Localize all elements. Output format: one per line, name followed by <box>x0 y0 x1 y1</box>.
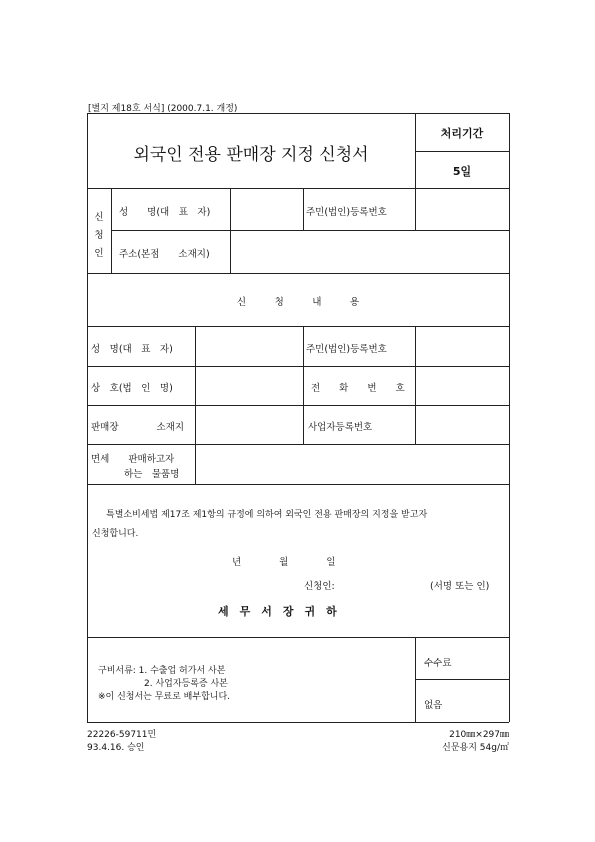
divider <box>87 637 509 638</box>
required-docs-line2: 2. 사업자등록증 사본 <box>144 679 228 689</box>
form-border-top <box>87 113 509 114</box>
divider <box>415 151 509 152</box>
trade-name-field[interactable] <box>196 367 303 405</box>
business-reg-label: 사업자등록번호 <box>308 422 373 433</box>
form-border-left <box>87 113 88 722</box>
divider <box>303 188 304 230</box>
free-distribution-note: ※이 신청서는 무료로 배부합니다. <box>98 692 231 702</box>
application-statement-end: 신청합니다. <box>92 529 139 539</box>
applicant-address-field[interactable] <box>231 231 509 273</box>
section-header-content: 신 청 내 용 <box>236 297 360 308</box>
addressee: 세 무 서 장 귀 하 <box>218 605 337 618</box>
applicant-name-field[interactable] <box>231 189 303 230</box>
fee-value: 없음 <box>424 700 443 711</box>
applicant-section-char: 청 <box>94 230 104 241</box>
phone-label: 전 화 번 호 <box>311 383 405 394</box>
processing-period-value: 5일 <box>452 165 472 178</box>
applicant-name-label: 성 명(대 표 자) <box>119 207 211 218</box>
reg-number-field[interactable] <box>416 327 509 366</box>
applicant-reg-label: 주민(법인)등록번호 <box>306 207 387 218</box>
phone-field[interactable] <box>416 367 509 405</box>
name-field[interactable] <box>196 327 303 366</box>
page-title: 외국인 전용 판매장 지정 신청서 <box>133 145 369 165</box>
applicant-address-label: 주소(본점 소재지) <box>119 249 210 260</box>
footer-paper-type: 신문용지 54g/㎡ <box>442 743 509 753</box>
footer-code: 22226-59711민 <box>87 730 157 740</box>
signature-note: (서명 또는 인) <box>430 581 490 592</box>
applicant-section-char: 신 <box>94 212 104 223</box>
name-label: 성 명(대 표 자) <box>91 344 173 355</box>
goods-field[interactable] <box>196 445 509 484</box>
divider <box>87 273 509 274</box>
business-reg-field[interactable] <box>416 406 509 444</box>
applicant-sign-label: 신청인: <box>304 581 335 592</box>
applicant-reg-field[interactable] <box>416 189 509 230</box>
form-number: [별지 제18호 서식] (2000.7.1. 개정) <box>88 104 238 114</box>
store-location-field[interactable] <box>196 406 303 444</box>
reg-number-label: 주민(법인)등록번호 <box>306 344 387 355</box>
store-location-label: 판매장 소재지 <box>91 422 185 433</box>
applicant-section-char: 인 <box>94 248 104 259</box>
divider <box>87 484 509 485</box>
trade-name-label: 상 호(법 인 명) <box>91 383 173 394</box>
goods-label-line1: 면세 판매하고자 <box>91 454 175 465</box>
date-line: 년 월 일 <box>232 557 336 568</box>
fee-label: 수수료 <box>424 658 452 669</box>
footer-approval: 93.4.16. 승인 <box>87 743 145 753</box>
form-border-right <box>509 113 510 722</box>
application-statement: 특별소비세법 제17조 제1항의 규정에 의하여 외국인 전용 판매장의 지정을 받고자 <box>106 510 428 520</box>
required-docs-line1: 구비서류: 1. 수출업 허가서 사본 <box>98 666 226 676</box>
divider <box>303 326 304 444</box>
goods-label-line2: 하는 물품명 <box>124 469 180 480</box>
divider <box>415 679 509 680</box>
footer-paper-size: 210㎜×297㎜ <box>449 730 509 740</box>
processing-period-label: 처리기간 <box>440 127 484 140</box>
form-border-bottom <box>87 722 509 723</box>
applicant-sign-field[interactable] <box>345 574 425 590</box>
